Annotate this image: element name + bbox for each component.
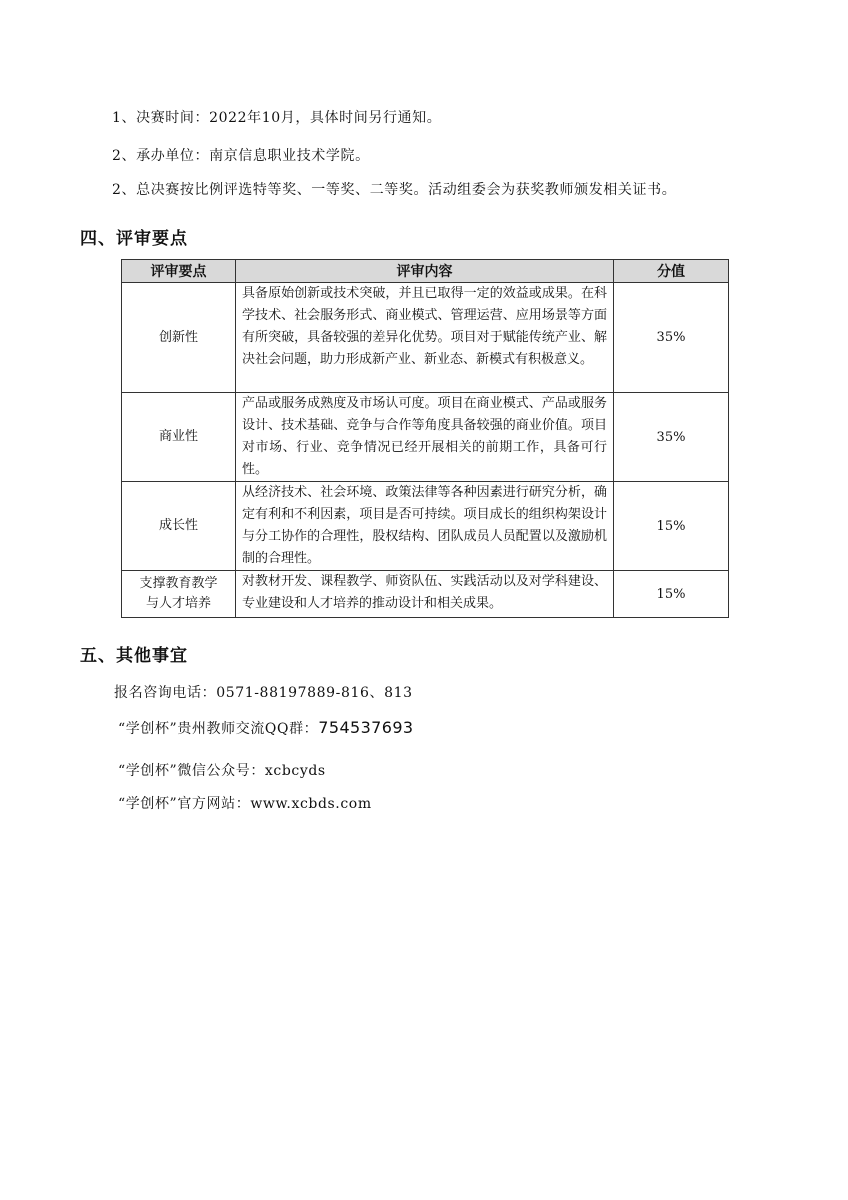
criteria-name-line: 与人才培养 <box>145 596 211 611</box>
intro-item-1: 1、决赛时间：2022年10月，具体时间另行通知。 <box>112 110 442 126</box>
table-row <box>122 283 729 393</box>
review-criteria-table <box>121 259 729 618</box>
criteria-score: 35% <box>614 393 729 482</box>
site-label: “学创杯”官方网站： <box>118 796 251 812</box>
criteria-content: 对教材开发、课程教学、师资队伍、实践活动以及对学科建设、专业建设和人才培养的推动设计和相关成果。 <box>236 571 614 618</box>
contact-qq <box>118 718 414 738</box>
criteria-name-line: 成长性 <box>158 518 198 533</box>
wechat-value: xcbcyds <box>264 763 326 779</box>
criteria-name <box>122 393 236 482</box>
wechat-label: “学创杯”微信公众号： <box>118 763 265 779</box>
phone-label: 报名咨询电话： <box>114 685 217 701</box>
criteria-name <box>122 571 236 618</box>
criteria-content: 从经济技术、社会环境、政策法律等各种因素进行研究分析，确定有利和不利因素，项目是否可持续。项目成长的组织构架设计与分工协作的合理性，股权结构、团队成员人员配置以及激励机制的合理性。 <box>236 482 614 571</box>
section-4-title: 四、评审要点 <box>80 229 188 249</box>
criteria-name-line: 商业性 <box>158 429 198 444</box>
intro-item-3: 2、总决赛按比例评选特等奖、一等奖、二等奖。活动组委会为获奖教师颁发相关证书。 <box>112 182 677 198</box>
contact-phone <box>114 682 413 702</box>
table-row <box>122 393 729 482</box>
contact-wechat <box>118 760 326 780</box>
criteria-name <box>122 283 236 393</box>
header-content: 评审内容 <box>236 260 614 283</box>
phone-value: 0571-88197889-816、813 <box>216 685 413 701</box>
header-score: 分值 <box>614 260 729 283</box>
criteria-name-line: 支撑教育教学 <box>139 576 218 591</box>
criteria-content: 具备原始创新或技术突破，并且已取得一定的效益或成果。在科学技术、社会服务形式、商业模式、管理运营、应用场景等方面有所突破，具备较强的差异化优势。项目对于赋能传统产业、解决社会问题，助力形成新产业、新业态、新模式有积极意义。 <box>236 283 614 393</box>
table-header-row <box>122 260 729 283</box>
criteria-score: 15% <box>614 482 729 571</box>
criteria-name-line: 创新性 <box>158 329 198 345</box>
criteria-content: 产品或服务成熟度及市场认可度。项目在商业模式、产品或服务设计、技术基础、竞争与合作等角度具备较强的商业价值。项目对市场、行业、竞争情况已经开展相关的前期工作，具备可行性。 <box>236 393 614 482</box>
criteria-score: 35% <box>614 283 729 393</box>
header-criteria: 评审要点 <box>122 260 236 283</box>
table-row <box>122 571 729 618</box>
table-row <box>122 482 729 571</box>
site-value: www.xcbds.com <box>250 796 372 812</box>
criteria-name <box>122 482 236 571</box>
section-5-title: 五、其他事宜 <box>80 646 188 666</box>
qq-value: 754537693 <box>318 718 414 737</box>
contact-website <box>118 793 372 813</box>
qq-label: “学创杯”贵州教师交流QQ群： <box>118 721 319 737</box>
criteria-score: 15% <box>614 571 729 618</box>
intro-item-2: 2、承办单位：南京信息职业技术学院。 <box>112 148 370 164</box>
